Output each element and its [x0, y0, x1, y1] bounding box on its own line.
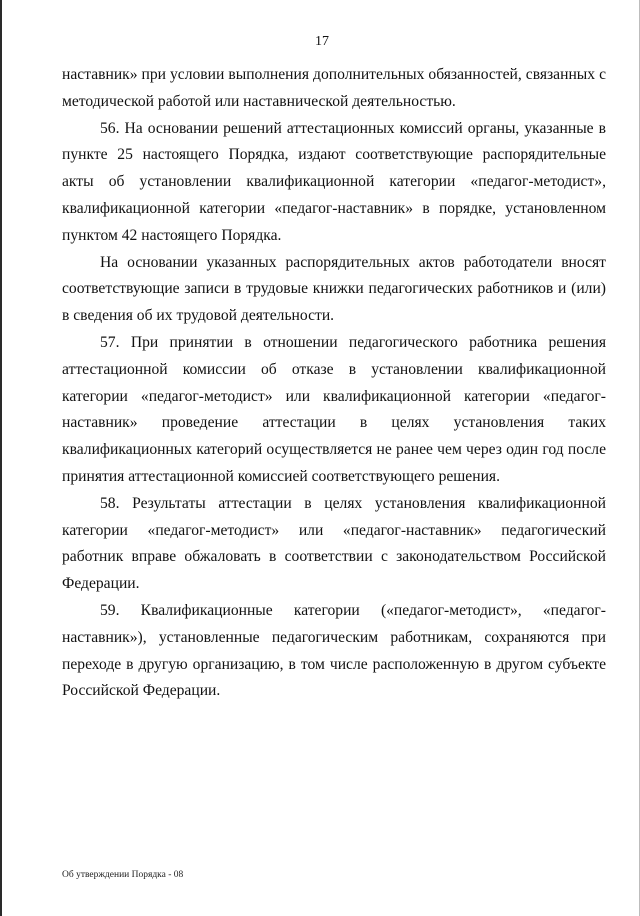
paragraph-continuation: наставник» при условии выполнения дополнительных обязанностей, связанных с методической работой или наставнической деятельностью.: [62, 66, 606, 110]
paragraph-56-records: На основании указанных распорядительных актов работодатели вносят соответствующие записи в трудовые книжки педагогических работников и (или) в сведения об их трудовой деятельности.: [62, 253, 606, 325]
document-footer: Об утверждении Порядка - 08: [62, 870, 184, 880]
document-body: [62, 62, 606, 705]
paragraph-56: 56. На основании решений аттестационных комиссий органы, указанные в пункте 25 настоящего Порядка, издают соответствующие распорядительные акты об установлении квалификационной категории «педагог-методист», квалификационной категории «педагог-наставник» в порядке, установленном пунктом 42 настоящего Порядка.: [62, 119, 606, 244]
page-number: 17: [315, 34, 329, 49]
paragraph-58: 58. Результаты аттестации в целях установления квалификационной категории «педагог-методист» или «педагог-наставник» педагогический работник вправе обжаловать в соответствии с законодательством Российской Федерации.: [62, 494, 606, 593]
paragraph-57: 57. При принятии в отношении педагогического работника решения аттестационной комиссии об отказе в установлении квалификационной категории «педагог-методист» или квалификационной категории «педагог-наставник» проведение аттестации в целях установления таких квалификационных категорий осуществляется не ранее чем через один год после принятия аттестационной комиссией соответствующего решения.: [62, 333, 606, 485]
paragraph-59: 59. Квалификационные категории («педагог-методист», «педагог-наставник»), установленные педагогическим работникам, сохраняются при переходе в другую организацию, в том числе расположенную в другом субъекте Российской Федерации.: [62, 601, 606, 700]
